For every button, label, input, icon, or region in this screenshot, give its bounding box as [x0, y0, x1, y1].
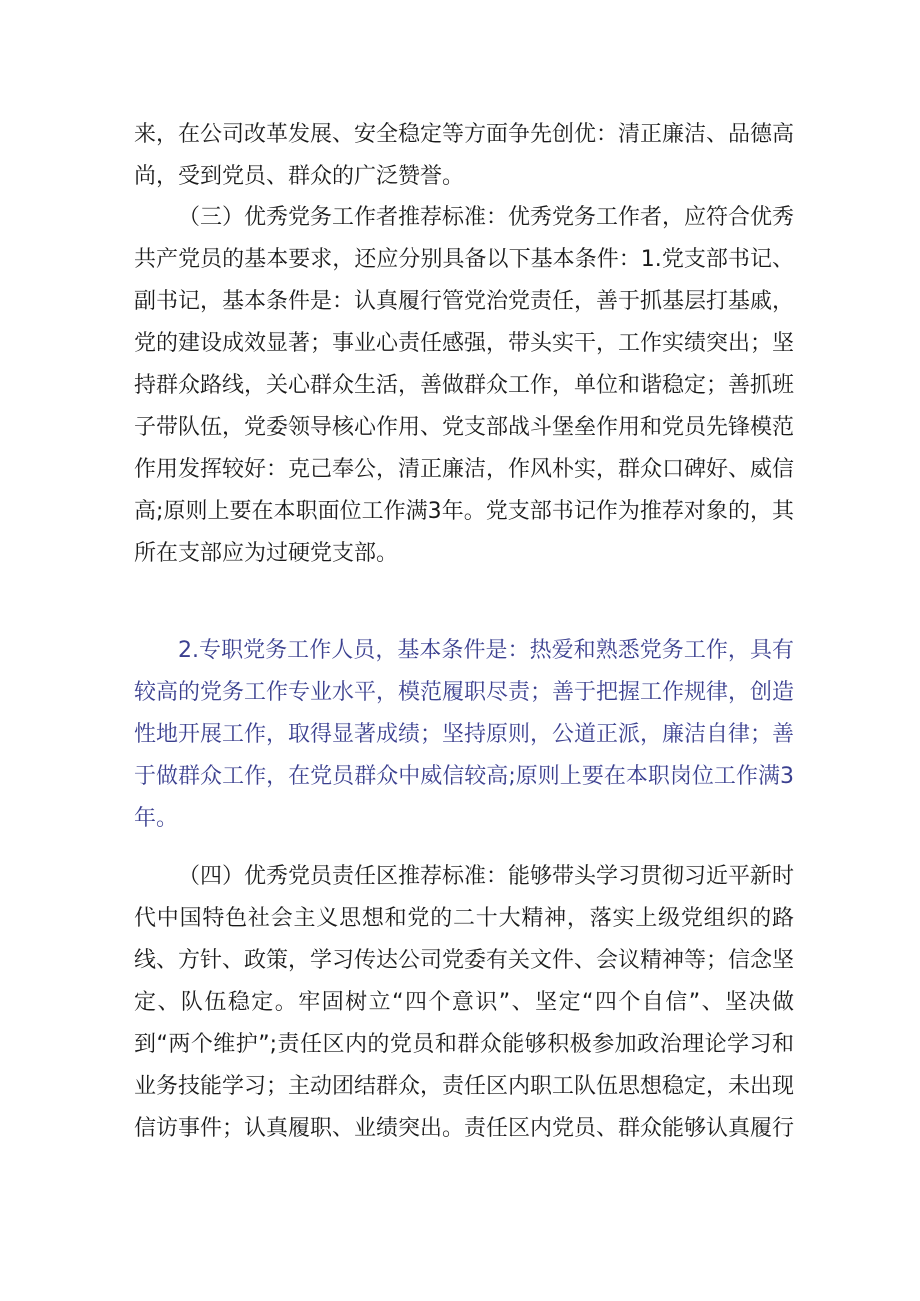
paragraph-full-time-party-staff: 2.专职党务工作人员，基本条件是：热爱和熟悉党务工作，具有较高的党务工作专业水平，模范履职尽责；善于把握工作规律，创造性地开展工作，取得显著成绩；坚持原则，公道正派，廉洁自律；善于做群众工作，在党员群众中威信较高;原则上要在本职岗位工作满3年。 — [134, 638, 795, 831]
paragraph-continuation: 来，在公司改革发展、安全稳定等方面争先创优：清正廉洁、品德高尚，受到党员、群众的广泛赞誉。 — [134, 122, 795, 189]
paragraph-section-3-standards: （三）优秀党务工作者推荐标准：优秀党务工作者，应符合优秀共产党员的基本要求，还应分别具备以下基本条件：1.党支部书记、副书记，基本条件是：认真履行管党治党责任，善于抓基层打基戚，党的建设成效显著；事业心责任感强，带头实干，工作实绩突出；坚持群众路线，关心群众生活，善做群众工作，单位和谐稳定；善抓班子带队伍，党委领导核心作用、党支部战斗堡垒作用和党员先锋模范作用发挥较好：克己奉公，清正廉洁，作风朴实，群众口碑好、威信高;原则上要在本职面位工作满3年。党支部书记作为推荐对象的，其所在支部应为过硬党支部。 — [134, 205, 795, 566]
paragraph-section-4-responsibility-area: （四）优秀党员责任区推荐标准：能够带头学习贯彻习近平新时代中国特色社会主义思想和党的二十大精神，落实上级党组织的路线、方针、政策，学习传达公司党委有关文件、会议精神等；信念坚定、队伍稳定。牢固树立“四个意识”、坚定“四个自信”、坚决做到“两个维护”;责任区内的党员和群众能够积极参加政治理论学习和业务技能学习；主动团结群众，责任区内职工队伍思想稳定，未出现信访事件；认真履职、业绩突出。责任区内党员、群众能够认真履行 — [134, 864, 795, 1141]
